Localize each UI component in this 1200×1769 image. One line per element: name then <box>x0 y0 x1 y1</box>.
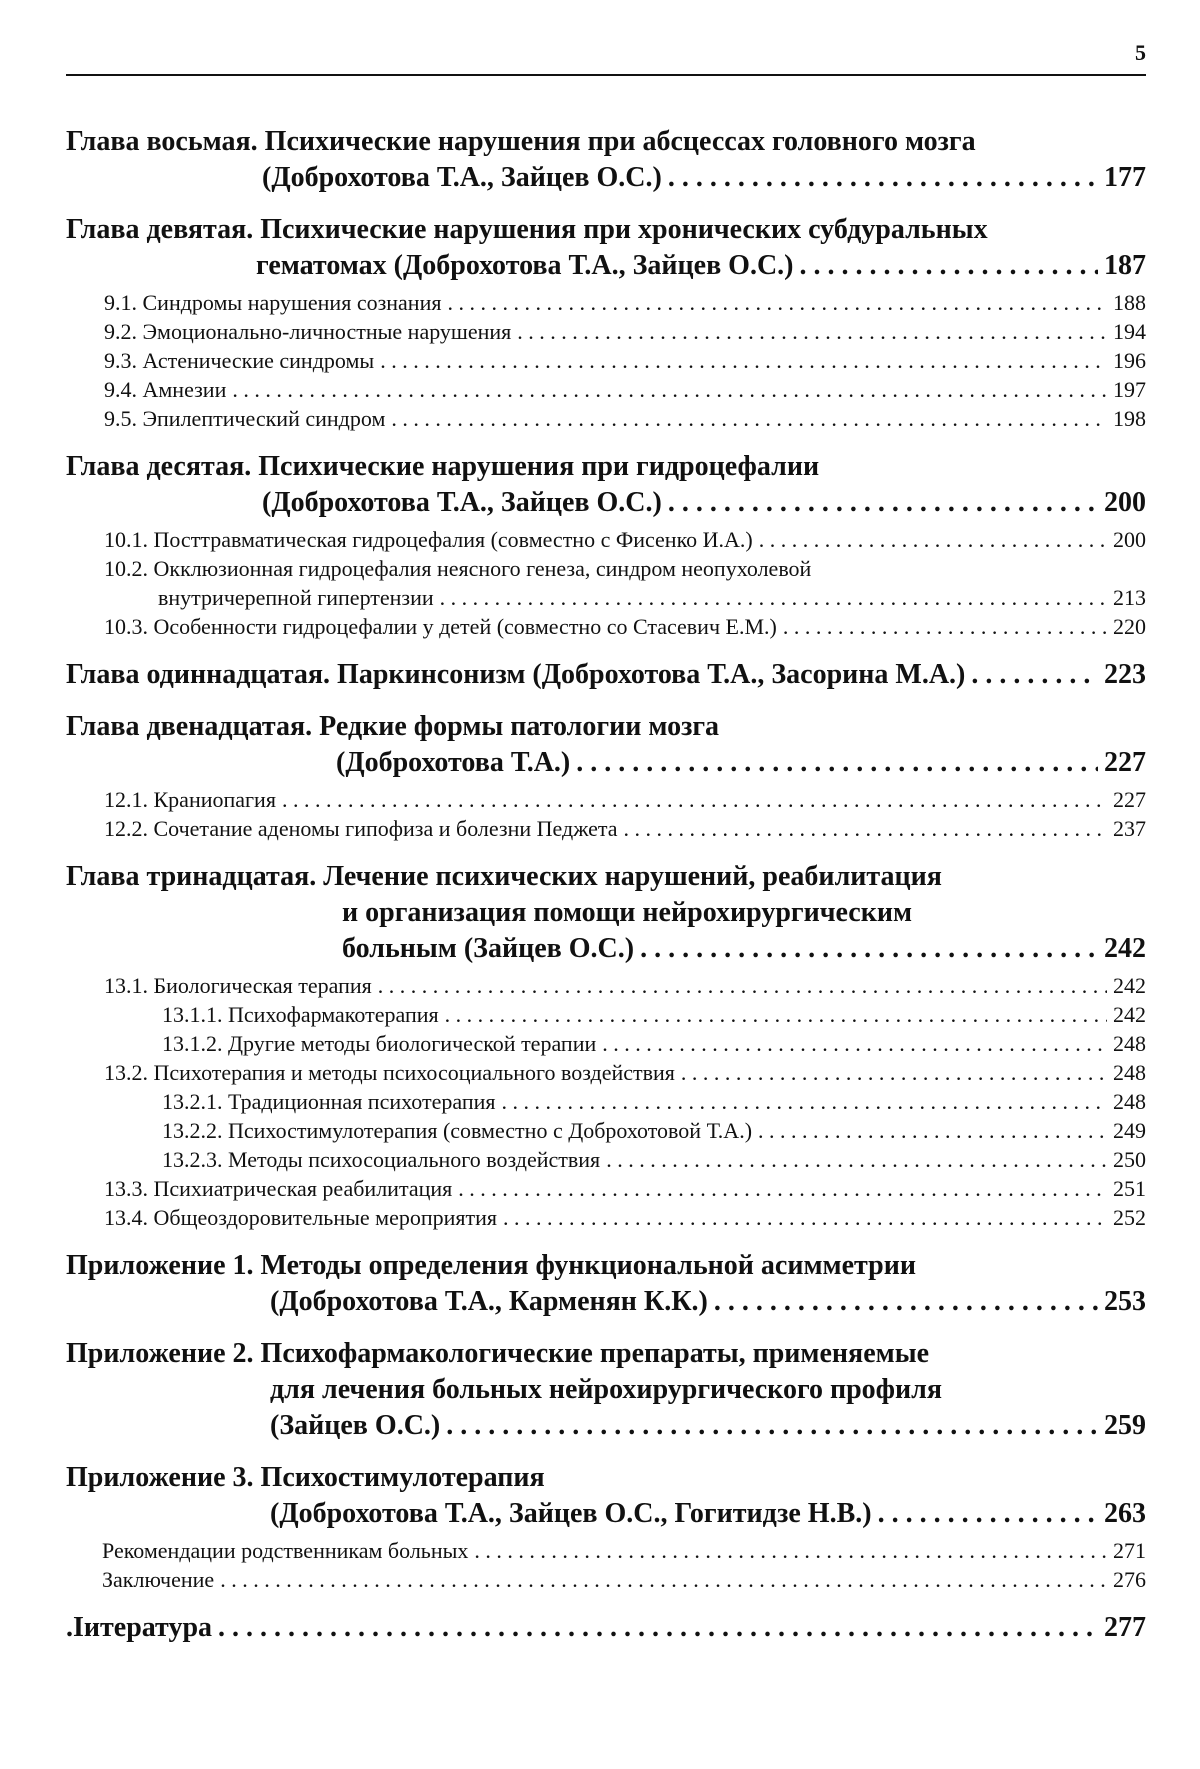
leader-dots <box>517 317 1107 346</box>
chapter-title-line <box>66 895 1146 931</box>
toc-section <box>66 785 1146 814</box>
toc-section <box>66 1174 1146 1203</box>
section-title: 13.1.1. Психофармакотерапия <box>162 1002 439 1027</box>
leader-dots <box>378 971 1107 1000</box>
toc-subsection <box>66 1029 1146 1058</box>
page-ref: 248 <box>1113 1089 1146 1114</box>
leader-dots <box>446 1408 1098 1444</box>
toc-appendix-2 <box>66 1336 1146 1444</box>
appendix-title: Приложение 1. Методы определения функциональной асимметрии <box>66 1250 916 1281</box>
section-title: Заключение <box>102 1567 215 1592</box>
page-ref: 227 <box>1104 747 1146 778</box>
page-ref: 197 <box>1113 377 1146 402</box>
section-title: 9.3. Астенические синдромы <box>104 348 375 373</box>
leader-dots <box>783 612 1107 641</box>
toc-section <box>66 971 1146 1000</box>
page-ref: 271 <box>1113 1538 1146 1563</box>
leader-dots <box>502 1087 1107 1116</box>
leader-dots <box>971 657 1098 693</box>
toc-chapter-11 <box>66 657 1146 693</box>
chapter-title: и организация помощи нейрохирургическим <box>342 897 913 928</box>
chapter-title-line <box>66 859 1146 895</box>
chapter-title-line <box>66 449 1146 485</box>
appendix-title: для лечения больных нейрохирургического профиля <box>270 1374 943 1405</box>
page-ref: 276 <box>1113 1567 1146 1592</box>
page-ref: 187 <box>1104 250 1146 281</box>
leader-dots <box>220 1565 1107 1594</box>
toc-chapter-12 <box>66 709 1146 843</box>
page-ref: 188 <box>1113 290 1146 315</box>
appendix-title: Приложение 3. Психостимулотерапия <box>66 1462 545 1493</box>
page-ref: 242 <box>1113 973 1146 998</box>
leader-dots <box>380 346 1107 375</box>
chapter-title-line <box>66 1496 1146 1532</box>
chapter-title-line <box>66 160 1146 196</box>
leader-dots <box>640 931 1098 967</box>
page-ref: 242 <box>1104 933 1146 964</box>
chapter-authors: (Доброхотова Т.А.) <box>336 747 571 778</box>
chapter-authors: больным (Зайцев О.С.) <box>342 933 635 964</box>
page-ref: 227 <box>1113 787 1146 812</box>
chapter-title-line <box>66 1284 1146 1320</box>
section-title: 12.1. Краниопагия <box>104 787 276 812</box>
toc-literature <box>66 1610 1146 1646</box>
section-title: 10.3. Особенности гидроцефалии у детей (совместно со Стасевич Е.М.) <box>104 614 777 639</box>
toc-section <box>66 317 1146 346</box>
page-ref: 177 <box>1104 162 1146 193</box>
section-title: 9.5. Эпилептический синдром <box>104 406 386 431</box>
page-ref: 248 <box>1113 1031 1146 1056</box>
leader-dots <box>218 1610 1098 1646</box>
toc-subsection <box>66 1116 1146 1145</box>
leader-dots <box>668 485 1098 521</box>
page-ref: 194 <box>1113 319 1146 344</box>
toc-section <box>66 1536 1146 1565</box>
chapter-title-line <box>66 485 1146 521</box>
page-number: 5 <box>1135 40 1146 65</box>
toc-chapter-10 <box>66 449 1146 641</box>
page-ref: 223 <box>1104 659 1146 690</box>
section-title: 12.2. Сочетание аденомы гипофиза и болезни Педжета <box>104 816 618 841</box>
toc-section <box>66 404 1146 433</box>
toc-section <box>66 612 1146 641</box>
chapter-title-line <box>66 1460 1146 1496</box>
toc-section <box>66 1203 1146 1232</box>
leader-dots <box>602 1029 1107 1058</box>
page-ref: 242 <box>1113 1002 1146 1027</box>
chapter-authors: (Доброхотова Т.А., Зайцев О.С.) <box>262 487 662 518</box>
chapter-title-line <box>66 709 1146 745</box>
leader-dots <box>447 288 1107 317</box>
page-ref: 220 <box>1113 614 1146 639</box>
book-page <box>66 40 1146 1662</box>
section-title: 13.1. Биологическая терапия <box>104 973 372 998</box>
toc-subsection <box>66 1000 1146 1029</box>
leader-dots <box>800 248 1098 284</box>
table-of-contents <box>66 124 1146 1646</box>
chapter-title-line <box>66 1408 1146 1444</box>
page-ref: 213 <box>1113 585 1146 610</box>
chapter-title-line <box>66 1372 1146 1408</box>
chapter-title: Глава десятая. Психические нарушения при гидроцефалии <box>66 451 820 482</box>
leader-dots <box>232 375 1107 404</box>
chapter-authors: (Доброхотова Т.А., Зайцев О.С.) <box>262 162 662 193</box>
appendix-authors: (Зайцев О.С.) <box>270 1410 441 1441</box>
section-title: 9.1. Синдромы нарушения сознания <box>104 290 442 315</box>
appendix-authors: (Доброхотова Т.А., Карменян К.К.) <box>270 1286 708 1317</box>
chapter-title-line <box>66 745 1146 781</box>
toc-section <box>66 554 1146 583</box>
leader-dots <box>474 1536 1107 1565</box>
section-title: 13.2.1. Традиционная психотерапия <box>162 1089 496 1114</box>
toc-section <box>66 346 1146 375</box>
page-ref: 200 <box>1113 527 1146 552</box>
leader-dots <box>606 1145 1107 1174</box>
appendix-title: Приложение 2. Психофармакологические препараты, применяемые <box>66 1338 929 1369</box>
leader-dots <box>440 583 1107 612</box>
leader-dots <box>445 1000 1107 1029</box>
section-title: 13.4. Общеоздоровительные мероприятия <box>104 1205 498 1230</box>
section-title: 13.2.3. Методы психосоциального воздействия <box>162 1147 601 1172</box>
leader-dots <box>282 785 1107 814</box>
toc-subsection <box>66 1145 1146 1174</box>
chapter-title-line <box>66 657 1146 693</box>
toc-section-continuation <box>66 583 1146 612</box>
page-ref: 252 <box>1113 1205 1146 1230</box>
leader-dots <box>668 160 1098 196</box>
page-ref: 253 <box>1104 1286 1146 1317</box>
chapter-title-line <box>66 248 1146 284</box>
leader-dots <box>681 1058 1107 1087</box>
section-title: 13.3. Психиатрическая реабилитация <box>104 1176 453 1201</box>
page-ref: 200 <box>1104 487 1146 518</box>
chapter-title: Глава двенадцатая. Редкие формы патологии мозга <box>66 711 720 742</box>
page-ref: 196 <box>1113 348 1146 373</box>
literature-title: .Iитература <box>66 1612 213 1643</box>
page-ref: 249 <box>1113 1118 1146 1143</box>
leader-dots <box>503 1203 1107 1232</box>
running-header <box>66 40 1146 76</box>
chapter-title-line <box>66 1248 1146 1284</box>
chapter-title: Глава одиннадцатая. Паркинсонизм (Доброхотова Т.А., Засорина М.А.) <box>66 659 966 690</box>
chapter-title-line <box>66 931 1146 967</box>
page-ref: 251 <box>1113 1176 1146 1201</box>
toc-section <box>66 375 1146 404</box>
chapter-title-line <box>66 1610 1146 1646</box>
toc-chapter-9 <box>66 212 1146 433</box>
page-ref: 263 <box>1104 1498 1146 1529</box>
leader-dots <box>458 1174 1107 1203</box>
toc-section <box>66 288 1146 317</box>
page-ref: 250 <box>1113 1147 1146 1172</box>
leader-dots <box>758 1116 1107 1145</box>
leader-dots <box>624 814 1107 843</box>
page-ref: 237 <box>1113 816 1146 841</box>
toc-section <box>66 525 1146 554</box>
chapter-title: Глава восьмая. Психические нарушения при абсцессах головного мозга <box>66 126 976 157</box>
chapter-title: Глава девятая. Психические нарушения при хронических субдуральных <box>66 214 988 245</box>
toc-appendix-1 <box>66 1248 1146 1320</box>
chapter-title-line <box>66 1336 1146 1372</box>
chapter-authors: гематомах (Доброхотова Т.А., Зайцев О.С.) <box>256 250 794 281</box>
toc-appendix-3 <box>66 1460 1146 1594</box>
leader-dots <box>878 1496 1098 1532</box>
section-title: 13.2.2. Психостимулотерапия (совместно с Доброхотовой Т.А.) <box>162 1118 753 1143</box>
appendix-authors: (Доброхотова Т.А., Зайцев О.С., Гогитидзе Н.В.) <box>270 1498 872 1529</box>
section-title: внутричерепной гипертензии <box>158 585 434 610</box>
leader-dots <box>391 404 1107 433</box>
toc-chapter-13 <box>66 859 1146 1232</box>
leader-dots <box>714 1284 1098 1320</box>
leader-dots <box>576 745 1098 781</box>
section-title: 13.1.2. Другие методы биологической терапии <box>162 1031 597 1056</box>
toc-subsection <box>66 1087 1146 1116</box>
section-title: 9.4. Амнезии <box>104 377 227 402</box>
leader-dots <box>759 525 1107 554</box>
section-title: 9.2. Эмоционально-личностные нарушения <box>104 319 512 344</box>
page-ref: 277 <box>1104 1612 1146 1643</box>
chapter-title-line <box>66 212 1146 248</box>
section-title: 10.1. Посттравматическая гидроцефалия (совместно с Фисенко И.А.) <box>104 527 753 552</box>
section-title: 13.2. Психотерапия и методы психосоциального воздействия <box>104 1060 675 1085</box>
section-title: 10.2. Окклюзионная гидроцефалия неясного генеза, синдром неопухолевой <box>104 556 812 581</box>
toc-section <box>66 814 1146 843</box>
page-ref: 198 <box>1113 406 1146 431</box>
chapter-title: Глава тринадцатая. Лечение психических нарушений, реабилитация <box>66 861 942 892</box>
toc-chapter-8 <box>66 124 1146 196</box>
toc-section <box>66 1565 1146 1594</box>
page-ref: 248 <box>1113 1060 1146 1085</box>
chapter-title-line <box>66 124 1146 160</box>
toc-section <box>66 1058 1146 1087</box>
section-title: Рекомендации родственникам больных <box>102 1538 469 1563</box>
page-ref: 259 <box>1104 1410 1146 1441</box>
